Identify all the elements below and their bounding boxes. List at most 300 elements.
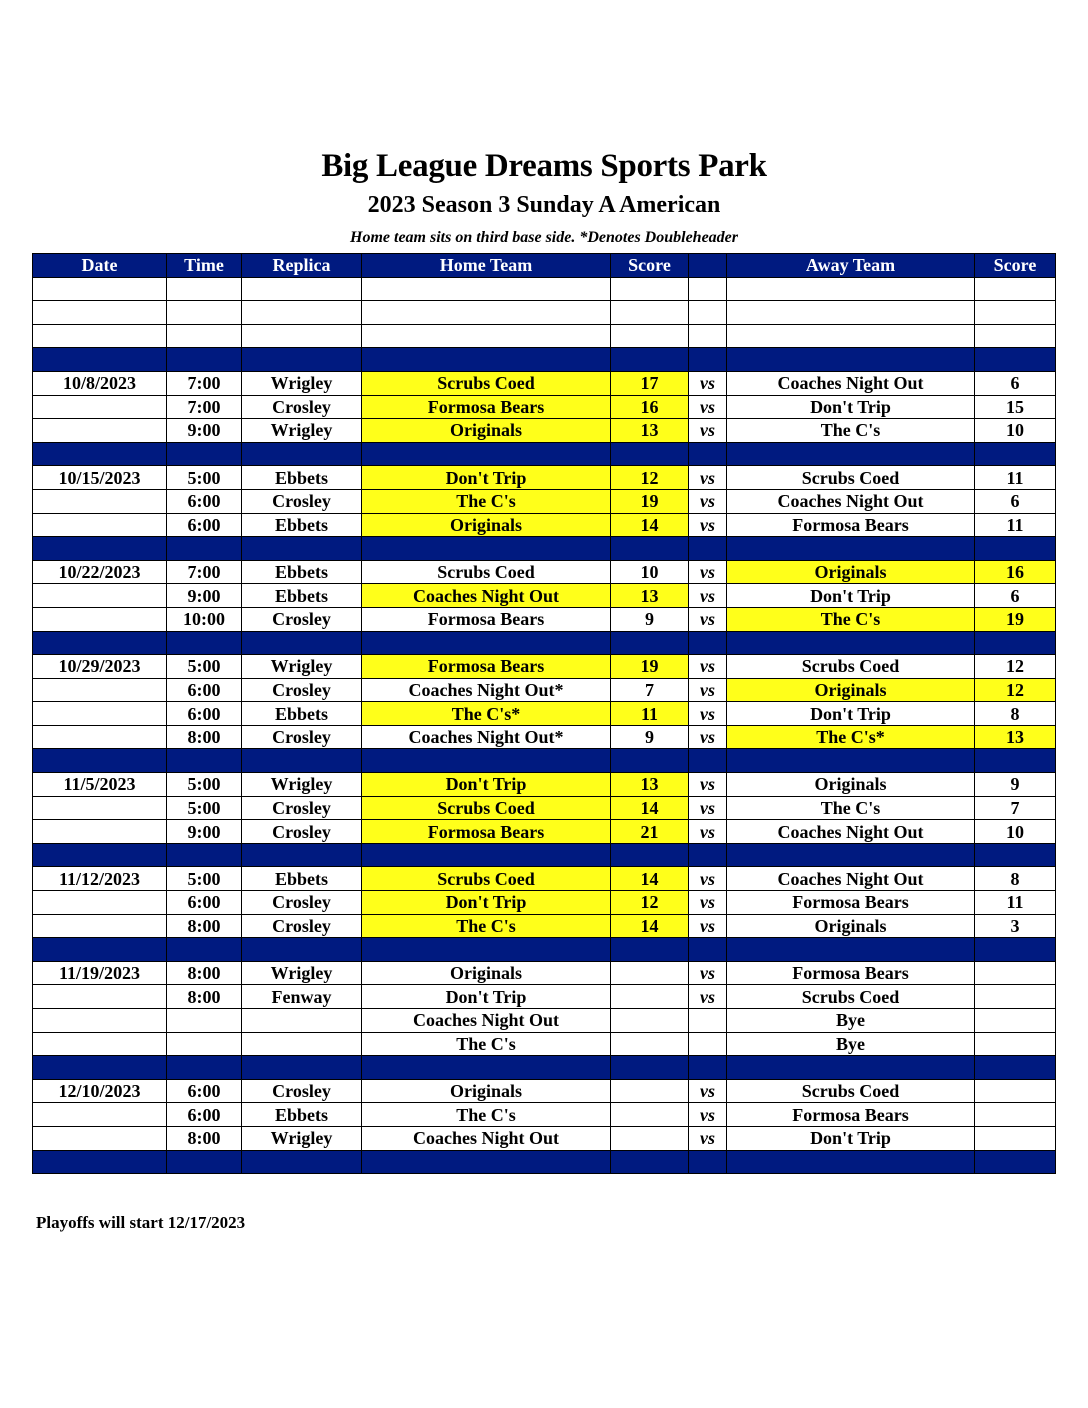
away-team-cell: Don't Trip <box>727 584 975 608</box>
vs-cell <box>689 537 727 561</box>
replica-cell: Crosley <box>242 607 362 631</box>
replica-cell: Fenway <box>242 985 362 1009</box>
home-score-cell: 14 <box>611 867 689 891</box>
home-score-cell: 11 <box>611 702 689 726</box>
replica-cell: Crosley <box>242 678 362 702</box>
date-cell <box>33 442 167 466</box>
away-score-cell <box>975 537 1056 561</box>
away-score-cell <box>975 348 1056 372</box>
time-cell: 5:00 <box>167 466 242 490</box>
time-cell: 5:00 <box>167 867 242 891</box>
away-team-cell: Formosa Bears <box>727 1103 975 1127</box>
time-cell: 6:00 <box>167 513 242 537</box>
time-cell <box>167 938 242 962</box>
away-score-cell <box>975 442 1056 466</box>
away-team-cell: Scrubs Coed <box>727 985 975 1009</box>
home-team-cell: The C's <box>362 489 611 513</box>
date-cell <box>33 820 167 844</box>
home-team-cell <box>362 843 611 867</box>
game-row <box>33 466 1056 490</box>
home-team-cell <box>362 301 611 325</box>
date-cell <box>33 324 167 348</box>
game-row <box>33 1103 1056 1127</box>
time-cell: 5:00 <box>167 655 242 679</box>
replica-cell: Wrigley <box>242 371 362 395</box>
col-header-vs <box>689 254 727 278</box>
vs-cell <box>689 442 727 466</box>
home-score-cell <box>611 442 689 466</box>
away-team-cell: Coaches Night Out <box>727 867 975 891</box>
date-cell <box>33 277 167 301</box>
replica-cell <box>242 277 362 301</box>
away-score-cell <box>975 1009 1056 1033</box>
vs-cell: vs <box>689 395 727 419</box>
vs-cell <box>689 1056 727 1080</box>
away-score-cell: 3 <box>975 914 1056 938</box>
home-score-cell <box>611 1032 689 1056</box>
home-score-cell <box>611 277 689 301</box>
away-score-cell: 8 <box>975 702 1056 726</box>
time-cell: 5:00 <box>167 773 242 797</box>
away-score-cell <box>975 1126 1056 1150</box>
away-team-cell <box>727 348 975 372</box>
vs-cell: vs <box>689 371 727 395</box>
away-team-cell: Scrubs Coed <box>727 655 975 679</box>
game-row <box>33 914 1056 938</box>
away-score-cell: 7 <box>975 796 1056 820</box>
home-team-cell: Coaches Night Out <box>362 1009 611 1033</box>
vs-cell <box>689 938 727 962</box>
away-score-cell <box>975 1079 1056 1103</box>
vs-cell: vs <box>689 796 727 820</box>
date-cell: 10/8/2023 <box>33 371 167 395</box>
game-row <box>33 513 1056 537</box>
away-score-cell <box>975 843 1056 867</box>
replica-cell <box>242 324 362 348</box>
home-team-cell: Formosa Bears <box>362 655 611 679</box>
date-cell <box>33 1032 167 1056</box>
time-cell <box>167 1056 242 1080</box>
date-cell <box>33 513 167 537</box>
vs-cell: vs <box>689 466 727 490</box>
vs-cell: vs <box>689 513 727 537</box>
time-cell: 6:00 <box>167 702 242 726</box>
vs-cell <box>689 631 727 655</box>
away-team-cell: Originals <box>727 773 975 797</box>
vs-cell: vs <box>689 1079 727 1103</box>
home-score-cell: 13 <box>611 419 689 443</box>
time-cell: 10:00 <box>167 607 242 631</box>
home-team-cell: The C's <box>362 914 611 938</box>
home-score-cell <box>611 537 689 561</box>
home-team-cell: Coaches Night Out <box>362 584 611 608</box>
away-score-cell: 11 <box>975 891 1056 915</box>
home-score-cell: 21 <box>611 820 689 844</box>
replica-cell: Crosley <box>242 1079 362 1103</box>
schedule-note: Home team sits on third base side. *Denotes Doubleheader <box>350 229 738 246</box>
home-score-cell <box>611 843 689 867</box>
time-cell: 8:00 <box>167 961 242 985</box>
away-team-cell <box>727 843 975 867</box>
time-cell <box>167 1150 242 1174</box>
game-row <box>33 961 1056 985</box>
away-team-cell: Don't Trip <box>727 1126 975 1150</box>
away-team-cell <box>727 938 975 962</box>
date-cell: 11/19/2023 <box>33 961 167 985</box>
home-score-cell: 19 <box>611 489 689 513</box>
home-team-cell: The C's* <box>362 702 611 726</box>
home-team-cell: Coaches Night Out <box>362 1126 611 1150</box>
replica-cell: Wrigley <box>242 419 362 443</box>
home-score-cell <box>611 1126 689 1150</box>
replica-cell: Wrigley <box>242 655 362 679</box>
away-team-cell <box>727 537 975 561</box>
vs-cell: vs <box>689 820 727 844</box>
away-team-cell: Don't Trip <box>727 395 975 419</box>
date-cell <box>33 891 167 915</box>
time-cell <box>167 1009 242 1033</box>
away-score-cell: 12 <box>975 655 1056 679</box>
date-cell <box>33 796 167 820</box>
replica-cell <box>242 537 362 561</box>
home-team-cell: The C's <box>362 1032 611 1056</box>
away-score-cell <box>975 985 1056 1009</box>
game-row <box>33 867 1056 891</box>
away-score-cell <box>975 301 1056 325</box>
home-score-cell <box>611 1056 689 1080</box>
col-header-date: Date <box>33 254 167 278</box>
game-row <box>33 1009 1056 1033</box>
game-row <box>33 891 1056 915</box>
home-score-cell: 16 <box>611 395 689 419</box>
col-header-away-score: Score <box>975 254 1056 278</box>
away-score-cell: 6 <box>975 584 1056 608</box>
replica-cell: Wrigley <box>242 1126 362 1150</box>
game-row <box>33 678 1056 702</box>
away-score-cell: 12 <box>975 678 1056 702</box>
date-cell <box>33 678 167 702</box>
home-team-cell: Scrubs Coed <box>362 560 611 584</box>
date-cell <box>33 301 167 325</box>
vs-cell: vs <box>689 773 727 797</box>
replica-cell: Crosley <box>242 796 362 820</box>
away-team-cell: The C's* <box>727 725 975 749</box>
replica-cell <box>242 1032 362 1056</box>
home-score-cell <box>611 1079 689 1103</box>
away-team-cell: Don't Trip <box>727 702 975 726</box>
away-score-cell <box>975 938 1056 962</box>
away-team-cell <box>727 749 975 773</box>
home-score-cell <box>611 985 689 1009</box>
time-cell: 6:00 <box>167 1103 242 1127</box>
away-score-cell <box>975 1103 1056 1127</box>
vs-cell: vs <box>689 489 727 513</box>
blank-row <box>33 301 1056 325</box>
away-team-cell: Bye <box>727 1032 975 1056</box>
page-title: Big League Dreams Sports Park <box>321 148 767 184</box>
vs-cell: vs <box>689 702 727 726</box>
home-score-cell <box>611 938 689 962</box>
time-cell: 7:00 <box>167 560 242 584</box>
away-team-cell: Formosa Bears <box>727 891 975 915</box>
date-cell <box>33 702 167 726</box>
vs-cell: vs <box>689 678 727 702</box>
home-score-cell: 14 <box>611 914 689 938</box>
date-cell <box>33 749 167 773</box>
date-cell: 10/15/2023 <box>33 466 167 490</box>
replica-cell: Crosley <box>242 820 362 844</box>
game-row <box>33 655 1056 679</box>
away-score-cell <box>975 961 1056 985</box>
time-cell: 6:00 <box>167 1079 242 1103</box>
away-team-cell: Coaches Night Out <box>727 489 975 513</box>
week-separator-row <box>33 631 1056 655</box>
vs-cell <box>689 843 727 867</box>
away-score-cell: 13 <box>975 725 1056 749</box>
replica-cell: Ebbets <box>242 560 362 584</box>
game-row <box>33 607 1056 631</box>
time-cell: 9:00 <box>167 820 242 844</box>
home-team-cell <box>362 1150 611 1174</box>
replica-cell: Crosley <box>242 891 362 915</box>
replica-cell: Ebbets <box>242 513 362 537</box>
away-score-cell <box>975 277 1056 301</box>
home-score-cell <box>611 301 689 325</box>
replica-cell <box>242 442 362 466</box>
home-team-cell <box>362 631 611 655</box>
replica-cell: Crosley <box>242 725 362 749</box>
col-header-replica: Replica <box>242 254 362 278</box>
home-team-cell: Originals <box>362 419 611 443</box>
home-team-cell: Originals <box>362 1079 611 1103</box>
date-cell: 10/29/2023 <box>33 655 167 679</box>
away-score-cell <box>975 1056 1056 1080</box>
playoffs-note: Playoffs will start 12/17/2023 <box>36 1213 246 1232</box>
replica-cell <box>242 301 362 325</box>
vs-cell: vs <box>689 914 727 938</box>
date-cell <box>33 395 167 419</box>
away-team-cell <box>727 277 975 301</box>
time-cell <box>167 348 242 372</box>
blank-row <box>33 324 1056 348</box>
home-score-cell <box>611 961 689 985</box>
header-row <box>33 254 1056 278</box>
away-team-cell: Originals <box>727 678 975 702</box>
replica-cell: Crosley <box>242 395 362 419</box>
time-cell: 6:00 <box>167 678 242 702</box>
vs-cell: vs <box>689 419 727 443</box>
game-row <box>33 773 1056 797</box>
game-row <box>33 820 1056 844</box>
away-score-cell: 15 <box>975 395 1056 419</box>
date-cell <box>33 843 167 867</box>
date-cell <box>33 419 167 443</box>
vs-cell <box>689 1032 727 1056</box>
replica-cell: Ebbets <box>242 702 362 726</box>
week-separator-row <box>33 348 1056 372</box>
away-score-cell: 9 <box>975 773 1056 797</box>
date-cell <box>33 537 167 561</box>
away-score-cell: 6 <box>975 489 1056 513</box>
vs-cell: vs <box>689 1126 727 1150</box>
vs-cell: vs <box>689 961 727 985</box>
time-cell: 9:00 <box>167 419 242 443</box>
time-cell: 7:00 <box>167 395 242 419</box>
vs-cell: vs <box>689 985 727 1009</box>
home-score-cell: 14 <box>611 513 689 537</box>
replica-cell: Ebbets <box>242 466 362 490</box>
blank-row <box>33 277 1056 301</box>
date-cell <box>33 725 167 749</box>
away-score-cell <box>975 631 1056 655</box>
away-score-cell: 10 <box>975 419 1056 443</box>
time-cell: 9:00 <box>167 584 242 608</box>
home-score-cell: 13 <box>611 773 689 797</box>
game-row <box>33 584 1056 608</box>
home-team-cell: Don't Trip <box>362 773 611 797</box>
date-cell <box>33 348 167 372</box>
date-cell <box>33 914 167 938</box>
vs-cell <box>689 348 727 372</box>
home-team-cell <box>362 442 611 466</box>
replica-cell: Wrigley <box>242 773 362 797</box>
week-separator-row <box>33 749 1056 773</box>
home-score-cell: 12 <box>611 891 689 915</box>
replica-cell: Ebbets <box>242 867 362 891</box>
away-score-cell: 8 <box>975 867 1056 891</box>
col-header-away-team: Away Team <box>727 254 975 278</box>
away-score-cell: 16 <box>975 560 1056 584</box>
col-header-home-score: Score <box>611 254 689 278</box>
replica-cell <box>242 1150 362 1174</box>
time-cell: 8:00 <box>167 725 242 749</box>
vs-cell <box>689 277 727 301</box>
away-score-cell: 11 <box>975 513 1056 537</box>
vs-cell: vs <box>689 725 727 749</box>
game-row <box>33 725 1056 749</box>
game-row <box>33 1079 1056 1103</box>
time-cell: 7:00 <box>167 371 242 395</box>
away-score-cell <box>975 324 1056 348</box>
away-team-cell <box>727 1150 975 1174</box>
date-cell <box>33 1103 167 1127</box>
vs-cell: vs <box>689 655 727 679</box>
home-score-cell: 14 <box>611 796 689 820</box>
home-team-cell: Originals <box>362 513 611 537</box>
week-separator-row <box>33 1150 1056 1174</box>
home-team-cell <box>362 324 611 348</box>
home-score-cell <box>611 348 689 372</box>
date-cell <box>33 1150 167 1174</box>
game-row <box>33 1126 1056 1150</box>
away-team-cell <box>727 301 975 325</box>
replica-cell <box>242 1056 362 1080</box>
time-cell: 8:00 <box>167 1126 242 1150</box>
schedule-body <box>33 277 1056 1174</box>
home-team-cell: Formosa Bears <box>362 820 611 844</box>
away-score-cell: 10 <box>975 820 1056 844</box>
time-cell: 5:00 <box>167 796 242 820</box>
home-team-cell: Originals <box>362 961 611 985</box>
home-team-cell: Formosa Bears <box>362 395 611 419</box>
home-team-cell <box>362 277 611 301</box>
home-team-cell <box>362 749 611 773</box>
date-cell <box>33 607 167 631</box>
col-header-home-team: Home Team <box>362 254 611 278</box>
time-cell: 6:00 <box>167 489 242 513</box>
date-cell <box>33 1056 167 1080</box>
away-team-cell <box>727 1056 975 1080</box>
vs-cell <box>689 749 727 773</box>
replica-cell: Ebbets <box>242 1103 362 1127</box>
date-cell <box>33 1126 167 1150</box>
time-cell <box>167 324 242 348</box>
away-team-cell: The C's <box>727 796 975 820</box>
away-team-cell: The C's <box>727 607 975 631</box>
time-cell <box>167 1032 242 1056</box>
home-score-cell <box>611 1009 689 1033</box>
week-separator-row <box>33 843 1056 867</box>
replica-cell: Ebbets <box>242 584 362 608</box>
replica-cell <box>242 348 362 372</box>
date-cell: 11/12/2023 <box>33 867 167 891</box>
game-row <box>33 371 1056 395</box>
away-team-cell: Coaches Night Out <box>727 371 975 395</box>
home-team-cell <box>362 537 611 561</box>
game-row <box>33 985 1056 1009</box>
home-team-cell: Don't Trip <box>362 985 611 1009</box>
date-cell <box>33 631 167 655</box>
time-cell: 8:00 <box>167 985 242 1009</box>
time-cell <box>167 631 242 655</box>
vs-cell <box>689 301 727 325</box>
away-team-cell: Originals <box>727 914 975 938</box>
home-team-cell <box>362 348 611 372</box>
home-team-cell: Don't Trip <box>362 466 611 490</box>
date-cell <box>33 985 167 1009</box>
date-cell: 10/22/2023 <box>33 560 167 584</box>
home-team-cell <box>362 1056 611 1080</box>
vs-cell: vs <box>689 584 727 608</box>
replica-cell <box>242 938 362 962</box>
away-team-cell: The C's <box>727 419 975 443</box>
away-team-cell <box>727 631 975 655</box>
away-score-cell <box>975 749 1056 773</box>
home-score-cell: 9 <box>611 607 689 631</box>
away-team-cell <box>727 442 975 466</box>
vs-cell <box>689 1009 727 1033</box>
away-team-cell: Formosa Bears <box>727 961 975 985</box>
home-score-cell <box>611 1103 689 1127</box>
vs-cell: vs <box>689 560 727 584</box>
vs-cell <box>689 1150 727 1174</box>
time-cell <box>167 843 242 867</box>
date-cell <box>33 489 167 513</box>
home-team-cell: Coaches Night Out* <box>362 678 611 702</box>
home-team-cell: Formosa Bears <box>362 607 611 631</box>
away-team-cell: Coaches Night Out <box>727 820 975 844</box>
home-score-cell: 19 <box>611 655 689 679</box>
week-separator-row <box>33 442 1056 466</box>
away-score-cell <box>975 1032 1056 1056</box>
vs-cell: vs <box>689 607 727 631</box>
home-score-cell <box>611 324 689 348</box>
away-team-cell <box>727 324 975 348</box>
date-cell <box>33 938 167 962</box>
replica-cell <box>242 631 362 655</box>
time-cell <box>167 277 242 301</box>
away-score-cell <box>975 1150 1056 1174</box>
